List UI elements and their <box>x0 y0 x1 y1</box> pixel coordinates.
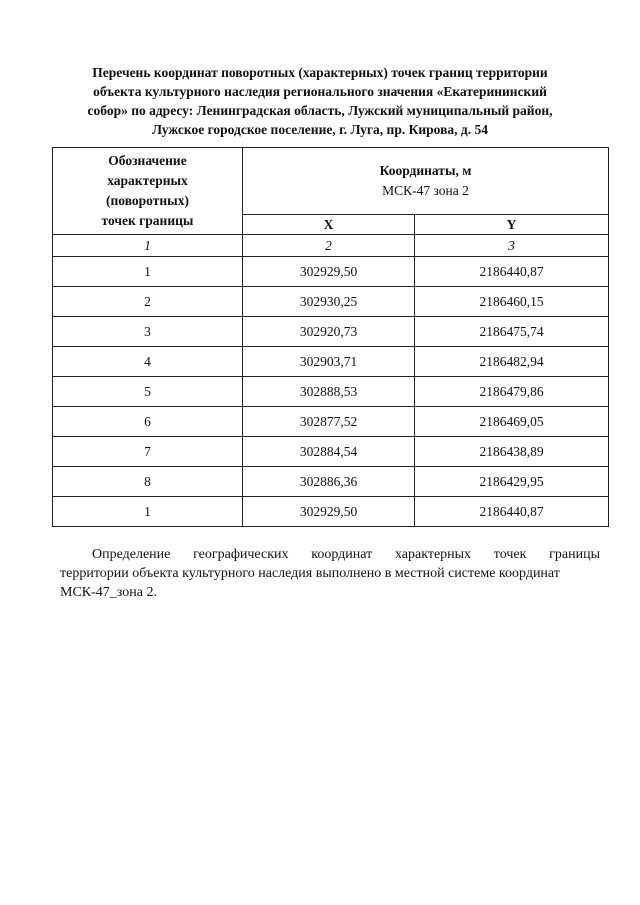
x-cell: 302888,53 <box>243 377 415 407</box>
table-row <box>53 377 609 407</box>
table-row <box>53 497 609 527</box>
point-cell: 2 <box>53 287 243 317</box>
title-line: объекта культурного наследия регионального значения «Екатерининский <box>93 84 547 99</box>
point-cell: 7 <box>53 437 243 467</box>
x-cell: 302929,50 <box>243 257 415 287</box>
note-paragraph <box>60 545 600 602</box>
table-row <box>53 347 609 377</box>
x-cell: 302884,54 <box>243 437 415 467</box>
header-line: Обозначение <box>108 153 187 168</box>
header-coordinates <box>243 148 609 215</box>
y-cell: 2186438,89 <box>415 437 609 467</box>
y-cell: 2186460,15 <box>415 287 609 317</box>
point-cell: 3 <box>53 317 243 347</box>
x-cell: 302920,73 <box>243 317 415 347</box>
header-line: точек границы <box>101 213 194 228</box>
x-cell: 302903,71 <box>243 347 415 377</box>
x-cell: 302930,25 <box>243 287 415 317</box>
y-cell: 2186482,94 <box>415 347 609 377</box>
header-coord-system: МСК-47 зона 2 <box>382 183 469 199</box>
title-line: Лужское городское поселение, г. Луга, пр. Кирова, д. 54 <box>152 122 488 137</box>
note-line: территории объекта культурного наследия выполнено в местной системе координат <box>60 566 560 581</box>
y-cell: 2186440,87 <box>415 257 609 287</box>
table-row <box>53 467 609 497</box>
x-cell: 302886,36 <box>243 467 415 497</box>
y-cell: 2186429,95 <box>415 467 609 497</box>
index-cell: 1 <box>53 235 243 257</box>
header-line: (поворотных) <box>106 193 189 208</box>
x-cell: 302877,52 <box>243 407 415 437</box>
note-line: МСК-47_зона 2. <box>60 585 157 600</box>
table-row <box>53 317 609 347</box>
y-cell: 2186475,74 <box>415 317 609 347</box>
header-coord-title: Координаты, м <box>379 163 472 179</box>
point-cell: 8 <box>53 467 243 497</box>
point-cell: 1 <box>53 257 243 287</box>
y-cell: 2186479,86 <box>415 377 609 407</box>
index-cell: 3 <box>415 235 609 257</box>
table-row <box>53 257 609 287</box>
point-cell: 1 <box>53 497 243 527</box>
table-row <box>53 287 609 317</box>
index-row <box>53 235 609 257</box>
index-cell: 2 <box>243 235 415 257</box>
header-line: характерных <box>107 173 188 188</box>
header-point-designation <box>53 148 243 235</box>
point-cell: 5 <box>53 377 243 407</box>
y-cell: 2186469,05 <box>415 407 609 437</box>
document-title <box>60 63 580 139</box>
title-line: собор» по адресу: Ленинградская область, Лужский муниципальный район, <box>87 103 553 118</box>
point-cell: 6 <box>53 407 243 437</box>
table-row <box>53 407 609 437</box>
x-cell: 302929,50 <box>243 497 415 527</box>
note-line: Определение географических координат характерных точек границы <box>92 547 600 562</box>
title-line: Перечень координат поворотных (характерных) точек границ территории <box>92 65 548 80</box>
header-y: Y <box>415 215 609 235</box>
y-cell: 2186440,87 <box>415 497 609 527</box>
header-x: X <box>243 215 415 235</box>
table-row <box>53 437 609 467</box>
coordinates-table <box>52 147 609 527</box>
point-cell: 4 <box>53 347 243 377</box>
